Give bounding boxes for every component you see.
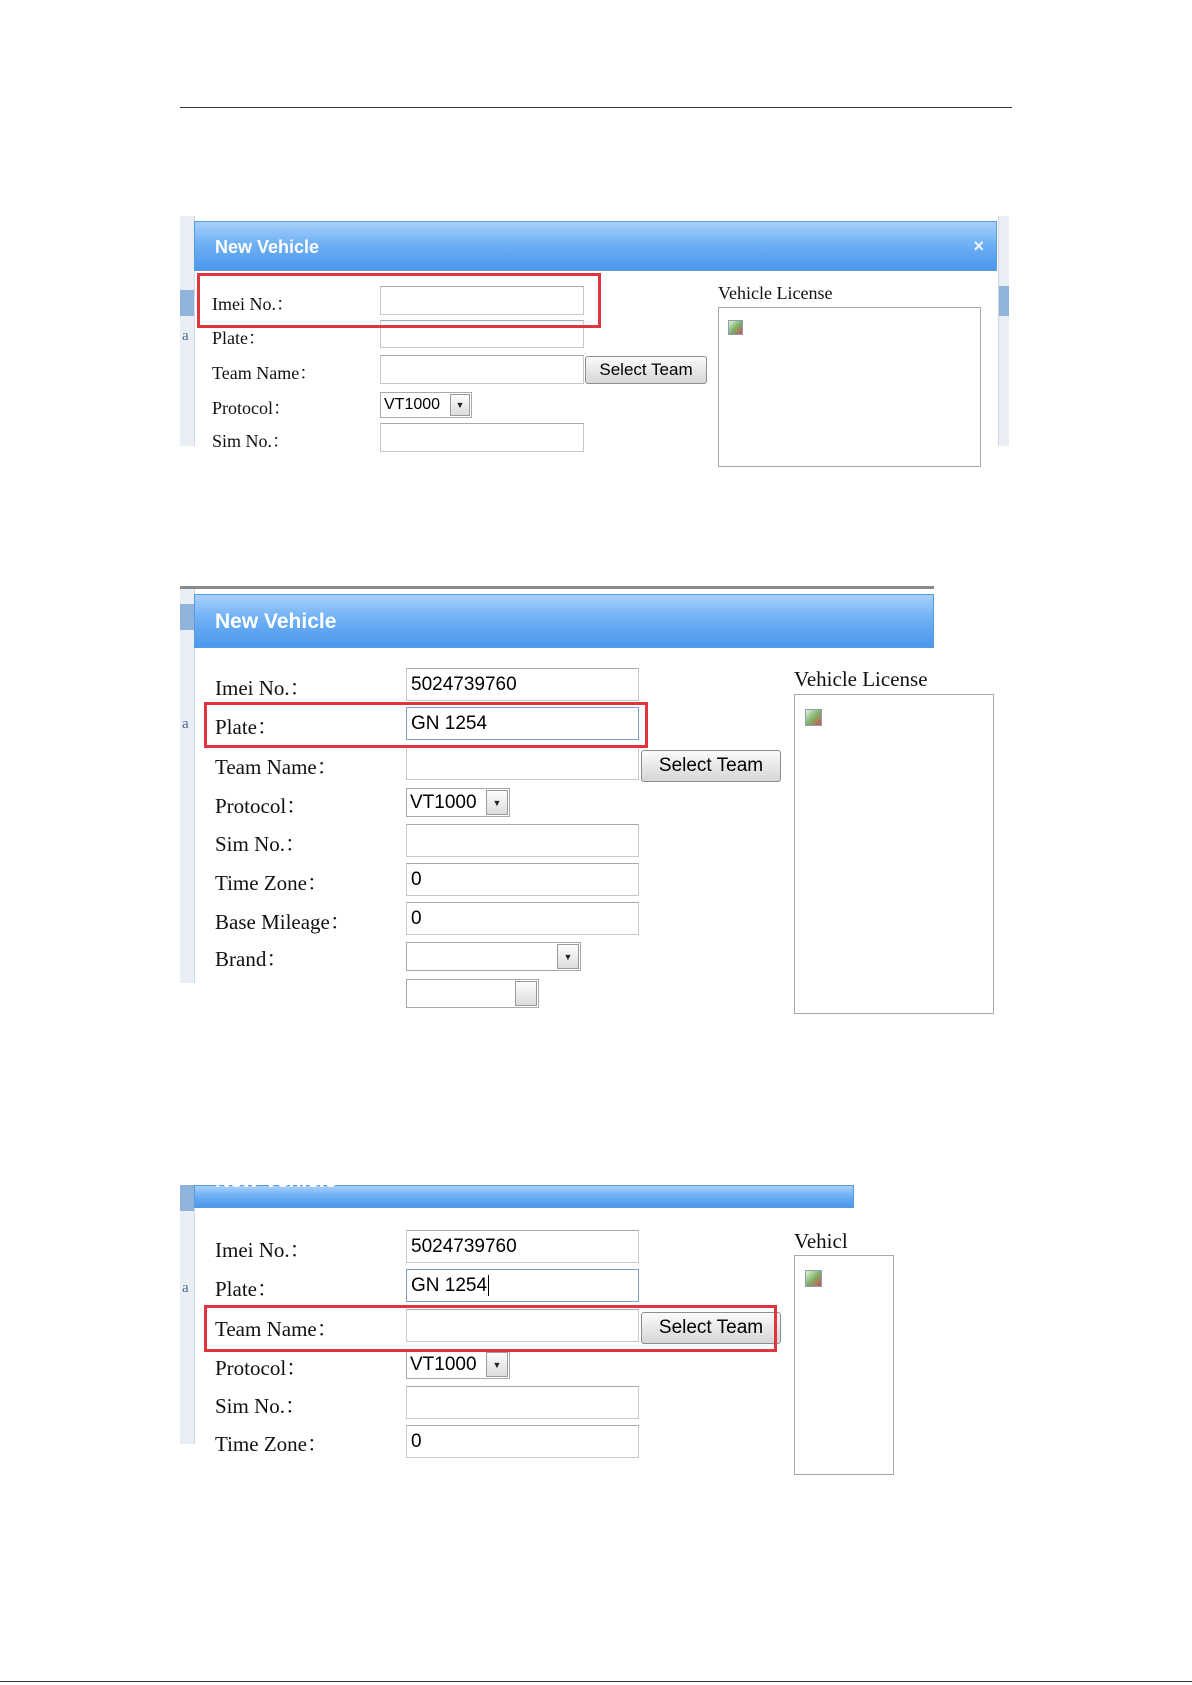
protocol-select[interactable]: [406, 788, 510, 817]
next-select-partial[interactable]: [406, 979, 539, 1008]
imei-label: Imei No.：: [215, 676, 311, 700]
dialog-title-bar: [194, 1169, 854, 1208]
team-name-label: Team Name：: [212, 363, 318, 383]
time-zone-input[interactable]: 0: [406, 1425, 639, 1458]
plate-label: Plate：: [215, 1277, 278, 1301]
imei-input[interactable]: 5024739760: [406, 668, 639, 701]
dialog-title-bar: [194, 594, 934, 648]
time-zone-label: Time Zone：: [215, 871, 328, 895]
sim-label: Sim No.：: [215, 1394, 307, 1418]
highlight-box: [204, 702, 648, 748]
protocol-selected-value: VT1000: [384, 396, 441, 413]
team-name-label: Team Name：: [215, 1317, 338, 1341]
vehicle-license-title: Vehicle License: [794, 667, 928, 691]
imei-input[interactable]: 5024739760: [406, 1230, 639, 1263]
dialog-title: New Vehicle: [215, 237, 320, 257]
vehicle-license-title: Vehicle License: [718, 283, 833, 303]
base-mileage-input[interactable]: 0: [406, 902, 639, 935]
highlight-box: [197, 273, 601, 328]
page-header-rule: [180, 107, 1012, 108]
chevron-down-icon[interactable]: ▼: [557, 944, 579, 969]
team-name-label: Team Name：: [215, 755, 338, 779]
sim-label: Sim No.：: [212, 431, 291, 451]
protocol-select[interactable]: [406, 1350, 510, 1379]
protocol-selected-value: VT1000: [410, 791, 477, 813]
protocol-label: Protocol：: [212, 398, 291, 418]
plate-label: Plate：: [215, 715, 278, 739]
time-zone-input[interactable]: 0: [406, 863, 639, 896]
chevron-down-icon[interactable]: [515, 981, 537, 1006]
protocol-label: Protocol：: [215, 1356, 308, 1380]
vehicle-license-box: [794, 1255, 894, 1475]
edge-letter: a: [182, 716, 189, 732]
screenshot-3: [180, 1169, 854, 1456]
time-zone-label: Time Zone：: [215, 1432, 328, 1456]
close-icon[interactable]: ×: [973, 236, 984, 256]
select-team-button[interactable]: Select Team: [585, 356, 707, 384]
text-caret: [488, 1275, 489, 1297]
protocol-label: Protocol：: [215, 794, 308, 818]
edge-letter: a: [182, 1280, 189, 1296]
chevron-down-icon[interactable]: ▼: [450, 394, 470, 416]
plate-label: Plate：: [212, 328, 266, 348]
edge-letter: a: [182, 328, 189, 344]
sim-input[interactable]: [406, 824, 639, 857]
sim-input[interactable]: [380, 423, 584, 452]
protocol-selected-value: VT1000: [410, 1353, 477, 1375]
screenshot-2: [180, 586, 934, 983]
image-placeholder-icon: [728, 320, 743, 335]
team-name-input[interactable]: [406, 747, 639, 780]
chevron-down-icon[interactable]: ▼: [486, 1352, 508, 1377]
brand-select[interactable]: [406, 942, 581, 971]
vehicle-license-box: [794, 694, 994, 1014]
select-team-button[interactable]: Select Team: [641, 1312, 781, 1344]
page-footer-rule: [0, 1681, 1192, 1682]
protocol-select[interactable]: [380, 392, 472, 418]
background-page-edge: [180, 1185, 195, 1444]
chevron-down-icon[interactable]: ▼: [486, 790, 508, 815]
image-placeholder-icon: [805, 709, 822, 726]
highlight-box: [204, 1305, 777, 1352]
vehicle-license-box: [718, 307, 981, 467]
base-mileage-label: Base Mileage：: [215, 910, 351, 934]
background-page-edge: [180, 216, 195, 446]
background-page-edge-right: [998, 216, 1009, 446]
dialog-title: New Vehicle: [215, 610, 337, 633]
plate-input[interactable]: GN 1254: [406, 707, 639, 740]
image-placeholder-icon: [805, 1270, 822, 1287]
dialog-title: New Vehicle: [215, 1169, 337, 1192]
select-team-button[interactable]: Select Team: [641, 750, 781, 782]
sim-label: Sim No.：: [215, 832, 307, 856]
plate-input[interactable]: [406, 1269, 639, 1302]
vehicle-license-title: Vehicl: [794, 1229, 848, 1253]
dialog-title-bar: [194, 221, 997, 271]
team-name-input[interactable]: [380, 355, 584, 384]
screenshot-1: [180, 216, 1009, 451]
background-page-edge: [180, 586, 195, 983]
sim-input[interactable]: [406, 1386, 639, 1419]
brand-label: Brand：: [215, 947, 288, 971]
imei-label: Imei No.：: [212, 294, 294, 314]
imei-label: Imei No.：: [215, 1238, 311, 1262]
plate-input-value: GN 1254: [411, 1274, 488, 1296]
